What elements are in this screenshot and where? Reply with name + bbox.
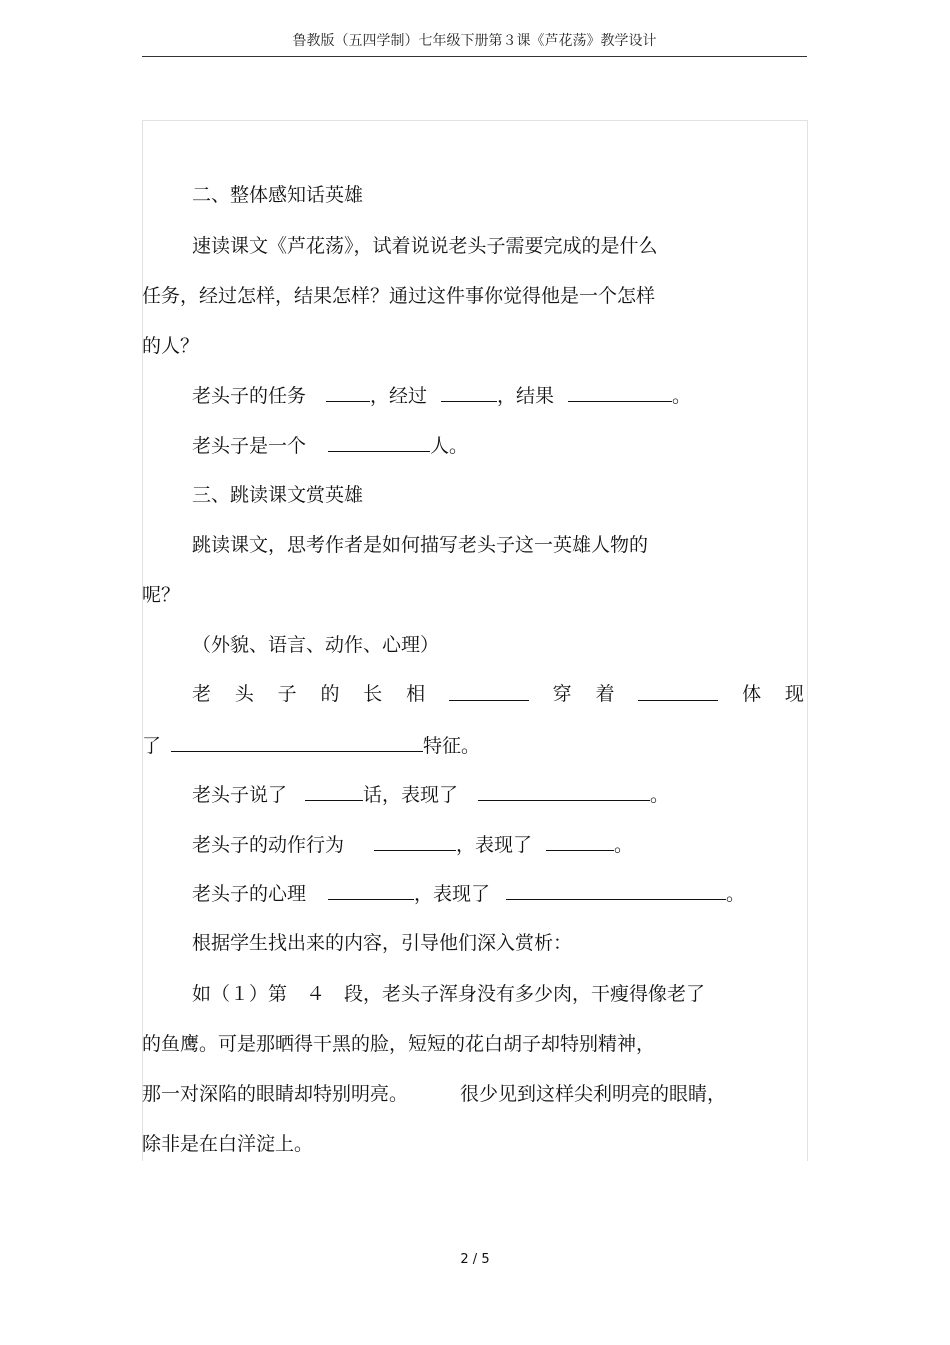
paragraph-line: 如（１）第 ４ 段，老头子浑身没有多少肉，干瘦得像老了	[192, 983, 706, 1005]
paragraph-line: 的鱼鹰。可是那晒得干黑的脸，短短的花白胡子却特别精神，	[142, 1033, 656, 1055]
spaced-char: 现	[784, 683, 804, 705]
fill-label: 。	[672, 385, 692, 407]
fill-label: 人。	[430, 435, 469, 457]
fill-in-line	[142, 733, 480, 758]
fill-in-line	[192, 383, 691, 408]
answer-blank[interactable]	[305, 782, 363, 801]
spaced-char: 着	[595, 683, 615, 705]
spaced-char: 长	[363, 683, 383, 705]
fill-label: 话，表现了	[363, 784, 459, 806]
answer-blank[interactable]	[326, 383, 370, 402]
spaced-char: 穿	[552, 683, 572, 705]
answer-blank[interactable]	[441, 383, 497, 402]
paragraph-line: 任务，经过怎样，结果怎样？通过这件事你觉得他是一个怎样	[142, 285, 656, 307]
fill-label: 老头子是一个	[192, 435, 307, 457]
fill-in-line	[192, 832, 633, 857]
section-two-heading: 二、整体感知话英雄	[192, 184, 364, 206]
paragraph-line: 跳读课文，思考作者是如何描写老头子这一英雄人物的	[192, 534, 649, 556]
spaced-char: 老	[192, 683, 212, 705]
paragraph-line: 除非是在白洋淀上。	[142, 1133, 314, 1155]
fill-label: 。	[614, 834, 634, 856]
fill-label: 。	[650, 784, 670, 806]
fill-label: 了	[142, 735, 162, 757]
paragraph-line: 根据学生找出来的内容，引导他们深入赏析：	[192, 932, 573, 954]
paragraph-line: 呢？	[142, 584, 181, 606]
fill-label: ，结果	[497, 385, 555, 407]
fill-label: 老头子说了	[192, 784, 288, 806]
answer-blank[interactable]	[638, 682, 718, 701]
running-header: 鲁教版（五四学制）七年级下册第３课《芦花荡》教学设计	[292, 33, 657, 49]
answer-blank[interactable]	[546, 832, 614, 851]
answer-blank[interactable]	[478, 782, 650, 801]
page-number: 2 / 5	[460, 1252, 490, 1267]
fill-in-line	[192, 682, 804, 706]
header-rule	[142, 56, 807, 57]
spaced-char: 的	[320, 683, 340, 705]
spaced-char: 相	[406, 683, 426, 705]
fill-in-line	[192, 881, 745, 906]
answer-blank[interactable]	[449, 682, 529, 701]
answer-blank[interactable]	[328, 433, 430, 452]
fill-label: 特征。	[423, 735, 481, 757]
fill-in-line	[192, 782, 669, 807]
fill-label: 老头子的心理	[192, 883, 307, 905]
answer-blank[interactable]	[328, 881, 414, 900]
fill-label: ，表现了	[456, 834, 533, 856]
spaced-char: 头	[234, 683, 254, 705]
hint-line: （外貌、语言、动作、心理）	[192, 634, 440, 656]
sentence: 那一对深陷的眼睛却特别明亮。	[142, 1083, 409, 1105]
section-three-heading: 三、跳读课文赏英雄	[192, 484, 364, 506]
fill-label: ，表现了	[414, 883, 491, 905]
answer-blank[interactable]	[171, 733, 423, 752]
paragraph-line: 的人？	[142, 335, 200, 357]
answer-blank[interactable]	[374, 832, 456, 851]
paragraph-line	[142, 1082, 726, 1106]
fill-label: 。	[726, 883, 746, 905]
spaced-char: 体	[742, 683, 762, 705]
sentence: 很少见到这样尖利明亮的眼睛，	[460, 1083, 727, 1105]
paragraph-line: 速读课文《芦花荡》，试着说说老头子需要完成的是什么	[192, 235, 658, 257]
fill-label: 老头子的任务	[192, 385, 307, 407]
spaced-char: 子	[277, 683, 297, 705]
fill-in-line	[192, 433, 468, 458]
fill-label: ，经过	[370, 385, 428, 407]
answer-blank[interactable]	[506, 881, 726, 900]
answer-blank[interactable]	[568, 383, 672, 402]
fill-label: 老头子的动作行为	[192, 834, 345, 856]
